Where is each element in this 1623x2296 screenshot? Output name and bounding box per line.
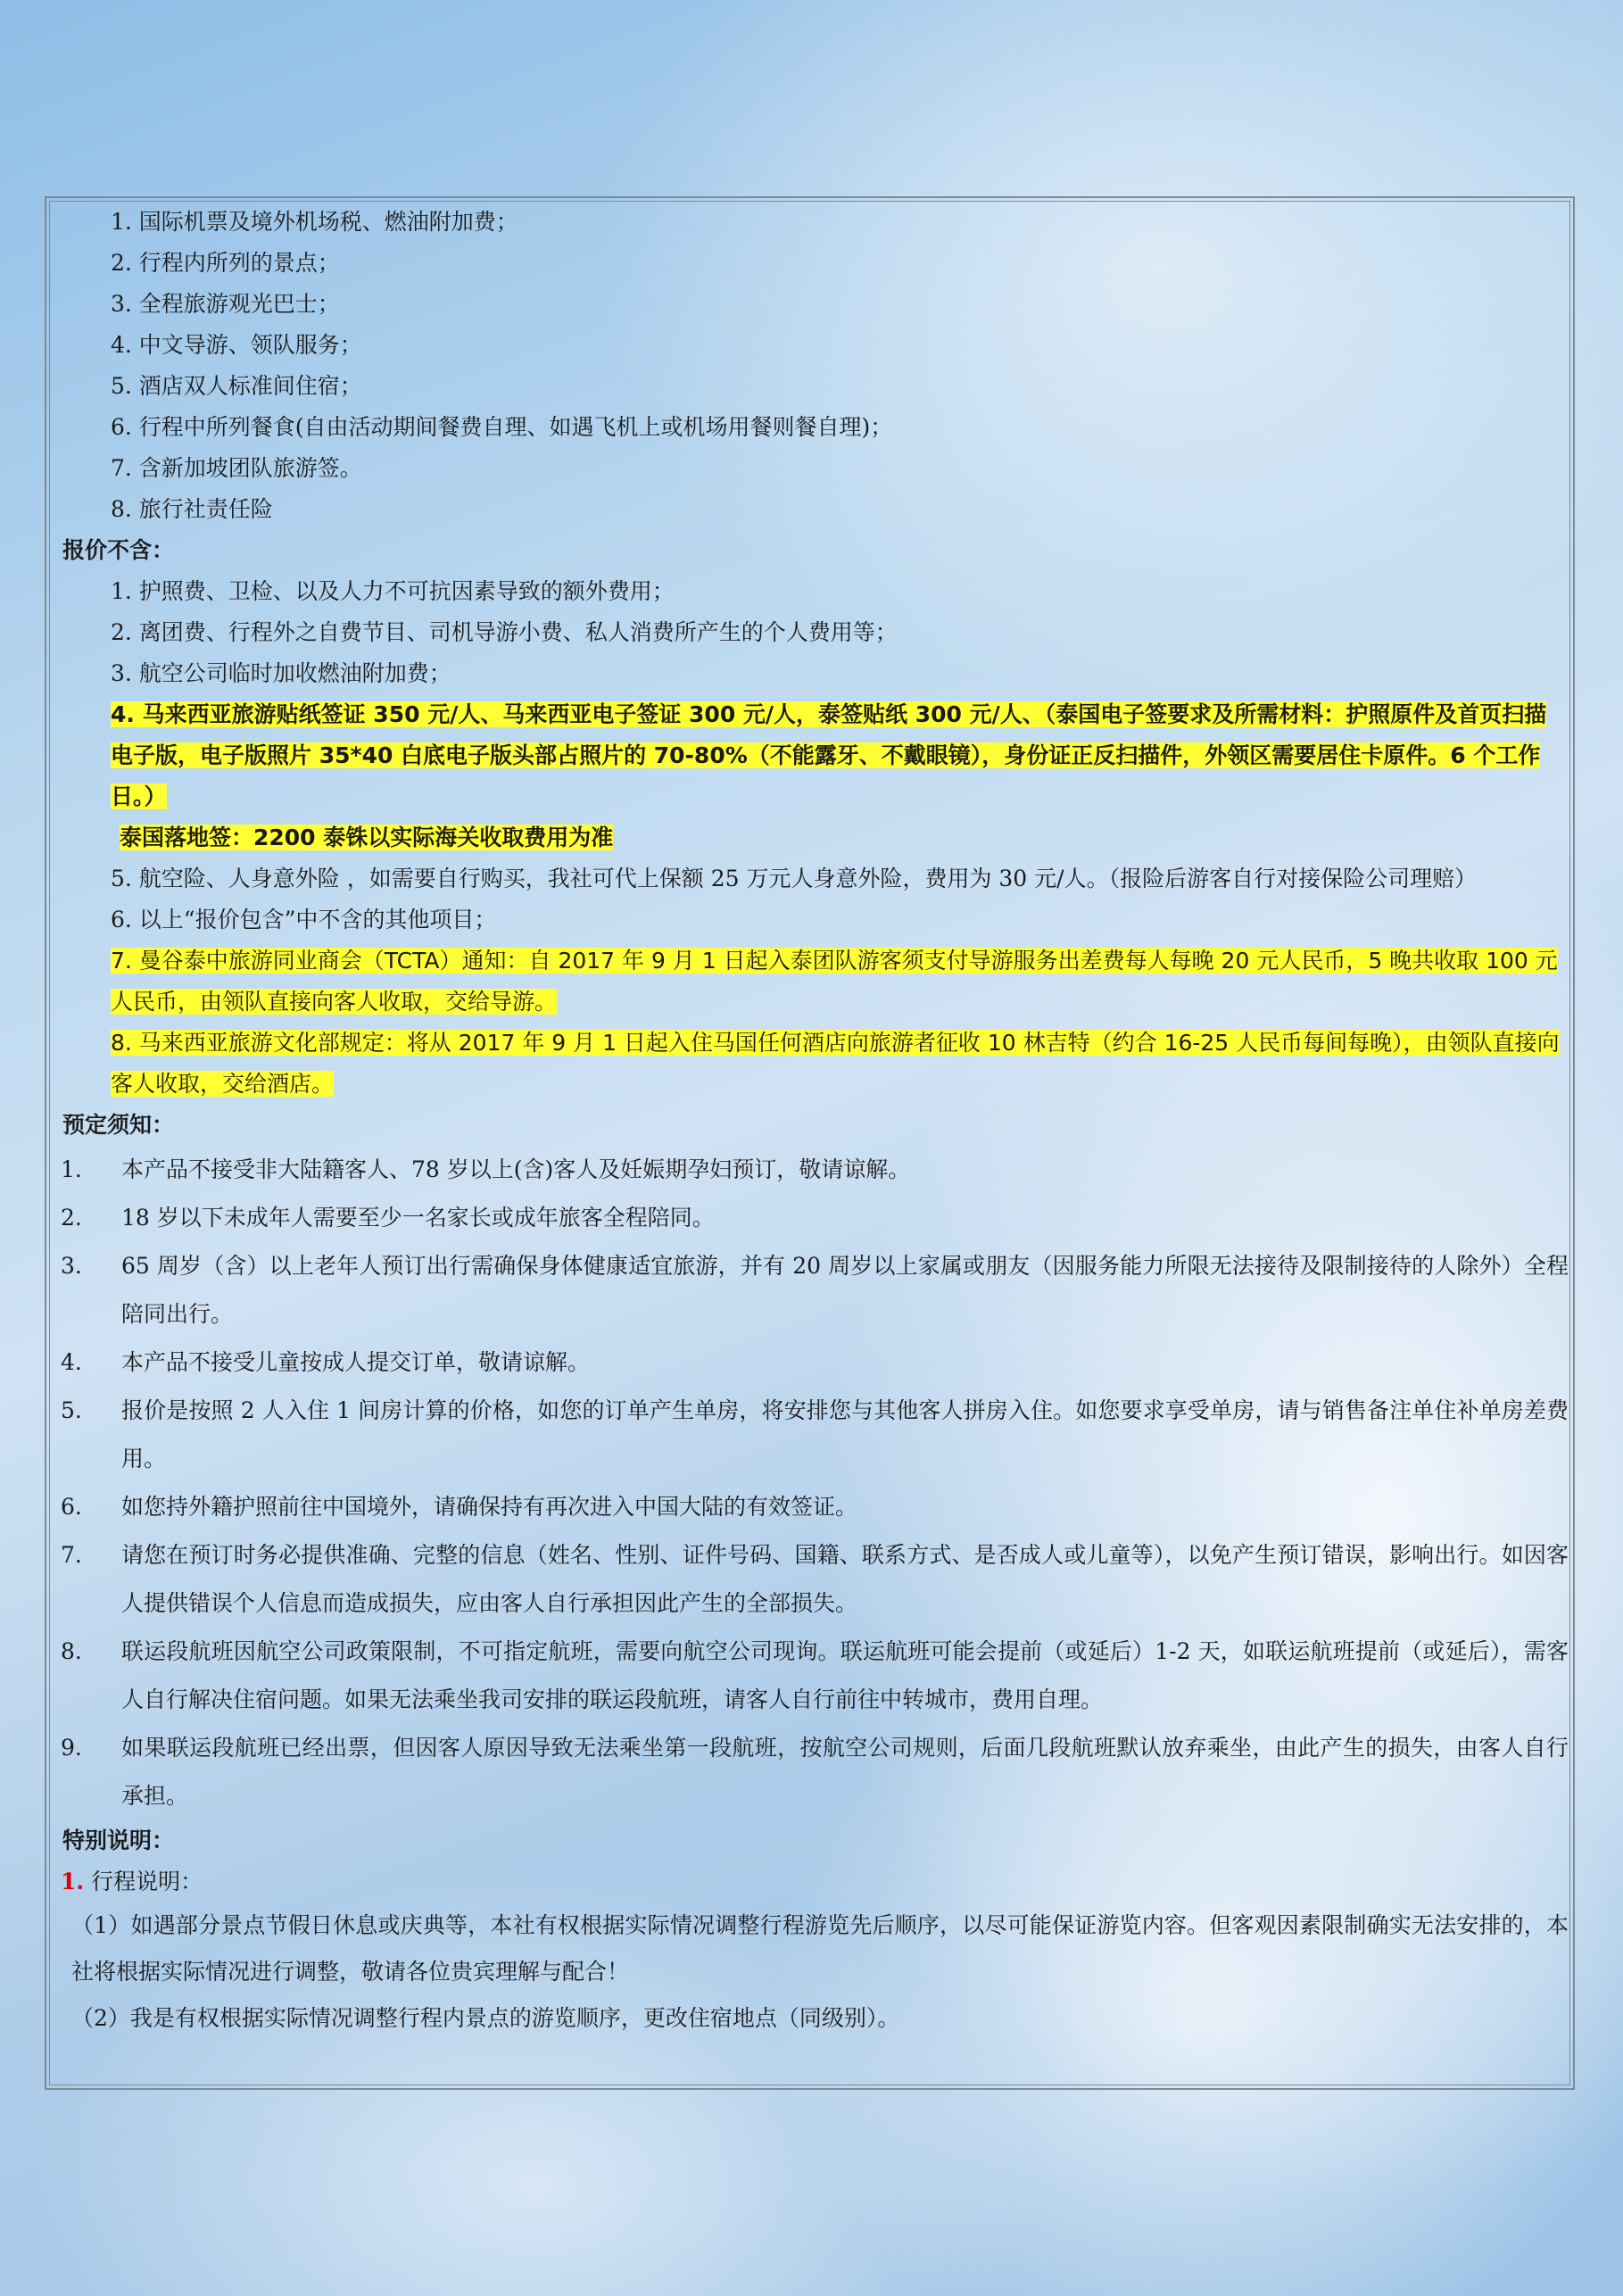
booking-item: [61, 1483, 1569, 1531]
included-list: [61, 202, 1569, 530]
itinerary-note-paragraph: （2）我是有权根据实际情况调整行程内景点的游览顺序，更改住宿地点（同级别）。: [71, 2005, 900, 2031]
included-item: 2. 行程内所列的景点；: [111, 250, 340, 276]
item-number: 2.: [61, 1205, 82, 1231]
included-item: 4. 中文导游、领队服务；: [111, 332, 362, 358]
booking-item: [61, 1531, 1569, 1628]
item-number: 3.: [61, 1253, 82, 1279]
excluded-section: [61, 530, 1569, 1105]
item-number: 1.: [61, 1156, 82, 1182]
booking-heading: 预定须知：: [62, 1112, 175, 1138]
item-number: 6.: [61, 1494, 82, 1520]
item-number: 5.: [61, 1397, 82, 1423]
excluded-item: 2. 离团费、行程外之自费节目、司机导游小费、私人消费所产生的个人费用等；: [111, 619, 898, 645]
included-item: 7. 含新加坡团队旅游签。: [111, 455, 362, 481]
included-item: 8. 旅行社责任险: [111, 496, 273, 522]
excluded-item: 3. 航空公司临时加收燃油附加费；: [111, 660, 451, 686]
item-text: 18 岁以下未成年人需要至少一名家长或成年旅客全程陪同。: [121, 1205, 715, 1231]
included-item: 6. 行程中所列餐食(自由活动期间餐费自理、如遇飞机上或机场用餐则餐自理)；: [111, 414, 893, 440]
special-heading: 特别说明：: [62, 1828, 175, 1853]
document-body: [61, 202, 1569, 2042]
item-number: 7.: [61, 1542, 82, 1568]
included-item: 3. 全程旅游观光巴士；: [111, 291, 340, 317]
included-item: 1. 国际机票及境外机场税、燃油附加费；: [111, 209, 518, 235]
itinerary-note-label: 行程说明：: [91, 1869, 203, 1894]
item-number: 8.: [61, 1638, 82, 1664]
included-item: 5. 酒店双人标准间住宿；: [111, 373, 362, 399]
booking-item: [61, 1194, 1569, 1242]
excluded-item: 6. 以上“报价包含”中不含的其他项目；: [111, 907, 497, 932]
tcta-notice: [61, 941, 1569, 1023]
booking-item: [61, 1242, 1569, 1339]
excluded-item: 5. 航空险、人身意外险 ，如需要自行购买，我社可代上保额 25 万元人身意外险，费用为 30 元/人。（报险后游客自行对接保险公司理赔）: [111, 866, 1478, 891]
item-number: 9.: [61, 1735, 82, 1761]
booking-section: [61, 1105, 1569, 1820]
item-text: 如您持外籍护照前往中国境外，请确保持有再次进入中国大陆的有效签证。: [121, 1494, 858, 1520]
itinerary-note-number: 1.: [61, 1869, 85, 1894]
item-text: 本产品不接受非大陆籍客人、78 岁以上(含)客人及妊娠期孕妇预订，敬请谅解。: [121, 1156, 911, 1182]
tcta-notice-text: 7. 曼谷泰中旅游同业商会（TCTA）通知：自 2017 年 9 月 1 日起入泰团队游客须支付导游服务出差费每人每晚 20 元人民币，5 晚共收取 100 元人民币，由领队直接向客人收取，交给导游。: [111, 948, 1558, 1015]
item-text: 请您在预订时务必提供准确、完整的信息（姓名、性别、证件号码、国籍、联系方式、是否成人或儿童等），以免产生预订错误，影响出行。如因客人提供错误个人信息而造成损失，应由客人自行承担因此产生的全部损失。: [121, 1542, 1569, 1616]
booking-item: [61, 1146, 1569, 1194]
thailand-landing-visa-note: [61, 817, 1569, 858]
itinerary-note-heading: [61, 1861, 1569, 1902]
item-text: 65 周岁（含）以上老年人预订出行需确保身体健康适宜旅游，并有 20 周岁以上家属或朋友（因服务能力所限无法接待及限制接待的人除外）全程陪同出行。: [121, 1253, 1569, 1327]
hotel-tax-text: 8. 马来西亚旅游文化部规定：将从 2017 年 9 月 1 日起入住马国任何酒店向旅游者征收 10 林吉特（约合 16-25 人民币每间每晚），由领队直接向客人收取，交给酒店。: [111, 1030, 1560, 1097]
booking-item: [61, 1387, 1569, 1483]
item-text: 本产品不接受儿童按成人提交订单，敬请谅解。: [121, 1349, 591, 1375]
landing-visa-text: 泰国落地签：2200 泰铢以实际海关收取费用为准: [120, 825, 614, 850]
visa-fee-text: 4. 马来西亚旅游贴纸签证 350 元/人、马来西亚电子签证 300 元/人，泰签贴纸 300 元/人、（泰国电子签要求及所需材料：护照原件及首页扫描电子版，电子版照片 35*40 白底电子版头部占照片的 70-80%（不能露牙、不戴眼镜），身份证正反扫描件，外领区需要居住卡原件。6 个工作日。）: [111, 701, 1547, 809]
booking-item: [61, 1339, 1569, 1387]
booking-item: [61, 1628, 1569, 1724]
special-section: [61, 1820, 1569, 2042]
malaysia-hotel-tax-notice: [61, 1023, 1569, 1105]
booking-item: [61, 1724, 1569, 1820]
excluded-item: 1. 护照费、卫检、以及人力不可抗因素导致的额外费用；: [111, 578, 675, 604]
item-number: 4.: [61, 1349, 82, 1375]
excluded-heading: 报价不含：: [62, 537, 175, 563]
item-text: 联运段航班因航空公司政策限制，不可指定航班，需要向航空公司现询。联运航班可能会提前（或延后）1-2 天，如联运航班提前（或延后），需客人自行解决住宿问题。如果无法乘坐我司安排的联运段航班，请客人自行前往中转城市，费用自理。: [121, 1638, 1569, 1712]
item-text: 报价是按照 2 人入住 1 间房计算的价格，如您的订单产生单房，将安排您与其他客人拼房入住。如您要求享受单房，请与销售备注单住补单房差费用。: [121, 1397, 1569, 1471]
visa-fee-note: [61, 694, 1569, 817]
itinerary-note-paragraph: （1）如遇部分景点节假日休息或庆典等，本社有权根据实际情况调整行程游览先后顺序，以尽可能保证游览内容。但客观因素限制确实无法安排的，本社将根据实际情况进行调整，敬请各位贵宾理解与配合！: [71, 1912, 1569, 1985]
item-text: 如果联运段航班已经出票，但因客人原因导致无法乘坐第一段航班，按航空公司规则，后面几段航班默认放弃乘坐，由此产生的损失，由客人自行承担。: [121, 1735, 1569, 1809]
